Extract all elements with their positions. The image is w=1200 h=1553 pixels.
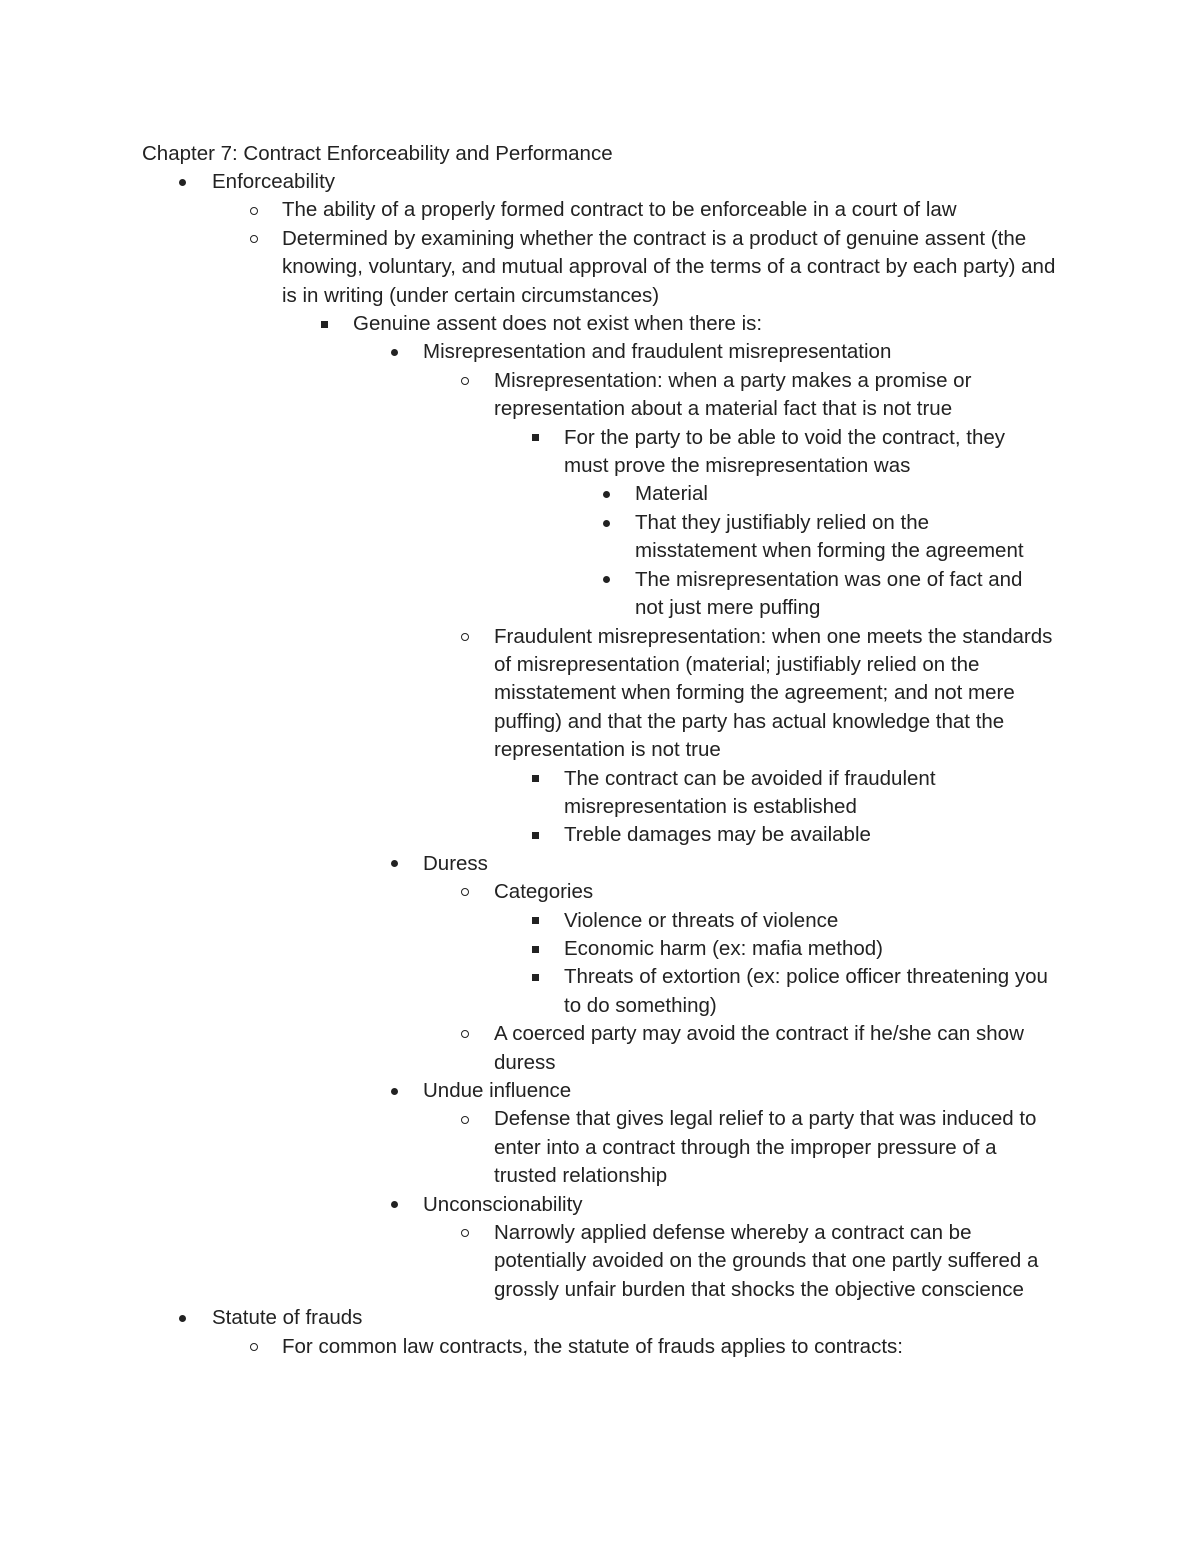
circle-bullet-icon xyxy=(247,1333,261,1361)
list-item-text: Enforceability xyxy=(212,170,336,193)
list-item xyxy=(0,424,1200,481)
disc-bullet-icon xyxy=(599,566,613,594)
list-item xyxy=(0,1077,1200,1105)
list-item-text: Violence or threats of violence xyxy=(564,908,839,932)
list-item-text: A coerced party may avoid the contract if he/she can show duress xyxy=(494,1022,1024,1074)
circle-bullet-icon xyxy=(458,878,472,906)
circle-bullet-icon xyxy=(247,196,261,224)
list-item xyxy=(0,907,1200,935)
list-item xyxy=(0,765,1200,822)
list-item-text: Threats of extortion (ex: police officer threatening you to do something) xyxy=(564,965,1048,1017)
outline-list xyxy=(0,168,1200,1361)
list-item-text: Economic harm (ex: mafia method) xyxy=(564,936,884,960)
list-item-text: Unconscionability xyxy=(423,1192,583,1216)
list-item-text: Misrepresentation and fraudulent misrepresentation xyxy=(423,340,892,364)
disc-bullet-icon xyxy=(175,168,189,196)
page-title: Chapter 7: Contract Enforceability and Performance xyxy=(142,141,613,165)
list-item xyxy=(0,225,1200,310)
disc-bullet-icon xyxy=(387,1191,401,1219)
list-item-text: Undue influence xyxy=(423,1079,572,1102)
square-bullet-icon xyxy=(317,310,331,338)
list-item xyxy=(0,935,1200,963)
list-item xyxy=(0,878,1200,906)
circle-bullet-icon xyxy=(458,367,472,395)
list-item xyxy=(0,1333,1200,1361)
disc-bullet-icon xyxy=(175,1304,189,1332)
list-item-text: For common law contracts, the statute of frauds applies to contracts: xyxy=(282,1334,903,1358)
list-item xyxy=(0,338,1200,366)
list-item xyxy=(0,963,1200,1020)
list-item-text: Treble damages may be available xyxy=(564,823,871,847)
list-item xyxy=(0,310,1200,338)
list-item xyxy=(0,566,1200,623)
list-item-text: Material xyxy=(635,482,708,506)
disc-bullet-icon xyxy=(387,1077,401,1105)
list-item-text: Determined by examining whether the contract is a product of genuine assent (the knowing, voluntary, and mutual approval of the terms of a contract by each party) and is in writing (under certain circumstances) xyxy=(282,226,1056,307)
list-item-text: Statute of frauds xyxy=(212,1306,363,1330)
circle-bullet-icon xyxy=(458,1020,472,1048)
list-item-text: The contract can be avoided if fraudulent misrepresentation is established xyxy=(564,766,936,818)
list-item xyxy=(0,196,1200,224)
list-item-text: Categories xyxy=(494,880,594,904)
list-item xyxy=(0,168,1200,196)
circle-bullet-icon xyxy=(458,1105,472,1133)
list-item xyxy=(0,1020,1200,1077)
square-bullet-icon xyxy=(528,963,542,991)
list-item xyxy=(0,1105,1200,1190)
list-item-text: Genuine assent does not exist when there is: xyxy=(353,312,763,336)
list-item-text: Duress xyxy=(423,851,488,875)
list-item-text: That they justifiably relied on the misstatement when forming the agreement xyxy=(635,510,1024,563)
list-item-text: Defense that gives legal relief to a party that was induced to enter into a contract through the improper pressure of a trusted relationship xyxy=(494,1107,1037,1188)
list-item xyxy=(0,623,1200,765)
list-item-text: Narrowly applied defense whereby a contract can be potentially avoided on the grounds that one partly suffered a grossly unfair burden that shocks the objective conscience xyxy=(494,1221,1039,1301)
square-bullet-icon xyxy=(528,935,542,963)
disc-bullet-icon xyxy=(599,509,613,537)
list-item-text: Fraudulent misrepresentation: when one meets the standards of misrepresentation (material; justifiably relied on the misstatement when forming the agreement; and not mere puffing) and that the party has actual knowledge that the representation is not true xyxy=(494,624,1053,762)
disc-bullet-icon xyxy=(387,850,401,878)
list-item-text: The ability of a properly formed contract to be enforceable in a court of law xyxy=(282,198,957,222)
list-item xyxy=(0,480,1200,508)
list-item-text: The misrepresentation was one of fact and not just mere puffing xyxy=(635,567,1023,620)
list-item xyxy=(0,1191,1200,1219)
circle-bullet-icon xyxy=(247,225,261,253)
square-bullet-icon xyxy=(528,424,542,452)
list-item xyxy=(0,850,1200,878)
list-item xyxy=(0,367,1200,424)
circle-bullet-icon xyxy=(458,1219,472,1247)
disc-bullet-icon xyxy=(599,480,613,508)
list-item xyxy=(0,1219,1200,1304)
list-item-text: For the party to be able to void the contract, they must prove the misrepresentation was xyxy=(564,425,1006,478)
square-bullet-icon xyxy=(528,821,542,849)
disc-bullet-icon xyxy=(387,338,401,366)
list-item-text: Misrepresentation: when a party makes a promise or representation about a material fact that is not true xyxy=(494,368,972,421)
list-item xyxy=(0,509,1200,566)
square-bullet-icon xyxy=(528,765,542,793)
circle-bullet-icon xyxy=(458,623,472,651)
list-item xyxy=(0,1304,1200,1332)
list-item xyxy=(0,821,1200,849)
square-bullet-icon xyxy=(528,907,542,935)
